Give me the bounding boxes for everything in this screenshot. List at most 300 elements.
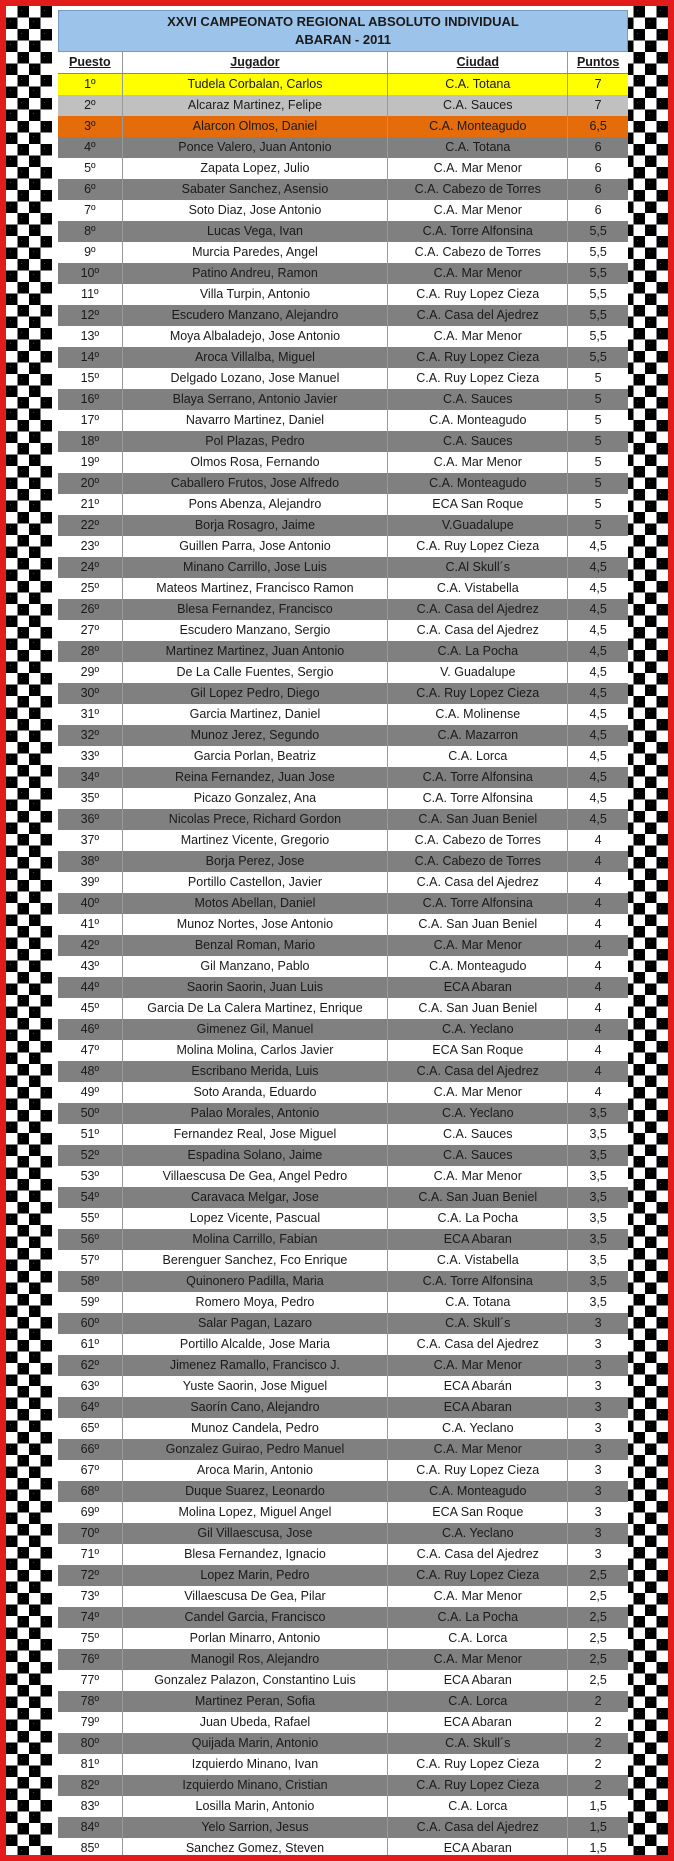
row-puesto: 14º <box>58 347 123 368</box>
row-jugador: Aroca Marin, Antonio <box>123 1460 389 1481</box>
row-puesto: 72º <box>58 1565 123 1586</box>
row-puesto: 13º <box>58 326 123 347</box>
row-jugador: Gonzalez Guirao, Pedro Manuel <box>123 1439 389 1460</box>
row-ciudad: C.A. Totana <box>388 137 568 158</box>
row-ciudad: C.A. Casa del Ajedrez <box>388 1334 568 1355</box>
row-jugador: Yelo Sarrion, Jesus <box>123 1817 389 1838</box>
table-row <box>58 74 628 95</box>
row-puntos: 3 <box>594 1547 602 1561</box>
row-jugador: Escudero Manzano, Sergio <box>123 620 389 641</box>
row-puntos: 4,5 <box>589 728 607 742</box>
row-ciudad: C.A. Yeclano <box>388 1523 568 1544</box>
row-puntos: 3,5 <box>589 1211 607 1225</box>
row-puesto: 79º <box>58 1712 123 1733</box>
table-row <box>58 746 628 767</box>
table-row <box>58 452 628 473</box>
row-jugador: Munoz Candela, Pedro <box>123 1418 389 1439</box>
row-puntos: 3,5 <box>589 1253 607 1267</box>
table-row <box>58 1145 628 1166</box>
row-puesto: 11º <box>58 284 123 305</box>
row-puntos: 7 <box>594 77 602 91</box>
row-puntos: 6 <box>594 140 602 154</box>
row-jugador: Berenguer Sanchez, Fco Enrique <box>123 1250 389 1271</box>
row-puntos: 5,5 <box>589 266 607 280</box>
checkered-border-right <box>622 6 668 1855</box>
row-puesto: 23º <box>58 536 123 557</box>
row-puntos: 3 <box>594 1316 602 1330</box>
table-row <box>58 599 628 620</box>
row-jugador: Portillo Alcalde, Jose Maria <box>123 1334 389 1355</box>
row-jugador: Garcia Martinez, Daniel <box>123 704 389 725</box>
row-ciudad: C.A. Sauces <box>388 1145 568 1166</box>
row-ciudad: C.A. Monteagudo <box>388 473 568 494</box>
row-jugador: Villaescusa De Gea, Angel Pedro <box>123 1166 389 1187</box>
table-row <box>58 221 628 242</box>
row-ciudad: C.A. Yeclano <box>388 1103 568 1124</box>
row-ciudad: C.A. Ruy Lopez Cieza <box>388 536 568 557</box>
row-jugador: Soto Aranda, Eduardo <box>123 1082 389 1103</box>
table-row <box>58 263 628 284</box>
row-ciudad: C.A. Mar Menor <box>388 1649 568 1670</box>
row-ciudad: C.A. Casa del Ajedrez <box>388 1544 568 1565</box>
row-puntos: 3,5 <box>589 1274 607 1288</box>
row-puesto: 64º <box>58 1397 123 1418</box>
row-puntos: 5,5 <box>589 287 607 301</box>
row-jugador: Nicolas Prece, Richard Gordon <box>123 809 389 830</box>
row-puesto: 6º <box>58 179 123 200</box>
row-ciudad: ECA Abaran <box>388 1229 568 1250</box>
row-puesto: 38º <box>58 851 123 872</box>
row-jugador: Escudero Manzano, Alejandro <box>123 305 389 326</box>
table-row <box>58 1628 628 1649</box>
row-ciudad: C.A. Skull´s <box>388 1733 568 1754</box>
row-puntos: 3,5 <box>589 1127 607 1141</box>
row-jugador: Moya Albaladejo, Jose Antonio <box>123 326 389 347</box>
row-jugador: Gil Villaescusa, Jose <box>123 1523 389 1544</box>
row-puntos: 3 <box>594 1442 602 1456</box>
row-ciudad: C.A. Ruy Lopez Cieza <box>388 1460 568 1481</box>
row-jugador: Portillo Castellon, Javier <box>123 872 389 893</box>
row-ciudad: C.A. Lorca <box>388 1796 568 1817</box>
table-row <box>58 116 628 137</box>
table-row <box>58 1649 628 1670</box>
row-ciudad: C.A. Mar Menor <box>388 200 568 221</box>
row-puntos: 3 <box>594 1463 602 1477</box>
table-row <box>58 872 628 893</box>
table-row <box>58 305 628 326</box>
row-jugador: Picazo Gonzalez, Ana <box>123 788 389 809</box>
row-puntos: 4,5 <box>589 623 607 637</box>
row-puesto: 60º <box>58 1313 123 1334</box>
row-jugador: Losilla Marin, Antonio <box>123 1796 389 1817</box>
row-puesto: 35º <box>58 788 123 809</box>
row-puntos: 4 <box>594 917 602 931</box>
row-puntos: 2,5 <box>589 1652 607 1666</box>
row-puntos: 2,5 <box>589 1631 607 1645</box>
row-ciudad: C.A. Mar Menor <box>388 1355 568 1376</box>
row-puesto: 57º <box>58 1250 123 1271</box>
row-puntos: 4 <box>594 938 602 952</box>
row-puntos: 3 <box>594 1484 602 1498</box>
table-row <box>58 1817 628 1838</box>
table-row <box>58 1376 628 1397</box>
row-ciudad: C.A. Ruy Lopez Cieza <box>388 683 568 704</box>
row-puesto: 74º <box>58 1607 123 1628</box>
row-ciudad: C.A. Casa del Ajedrez <box>388 872 568 893</box>
table-row <box>58 1838 628 1859</box>
table-row <box>58 536 628 557</box>
row-jugador: Fernandez Real, Jose Miguel <box>123 1124 389 1145</box>
table-row <box>58 1586 628 1607</box>
row-puntos: 2 <box>594 1778 602 1792</box>
row-puesto: 44º <box>58 977 123 998</box>
row-ciudad: C.A. Molinense <box>388 704 568 725</box>
row-jugador: Munoz Nortes, Jose Antonio <box>123 914 389 935</box>
table-row <box>58 368 628 389</box>
row-puntos: 4 <box>594 980 602 994</box>
row-ciudad: ECA Abaran <box>388 1838 568 1859</box>
row-puntos: 5 <box>594 371 602 385</box>
row-jugador: De La Calle Fuentes, Sergio <box>123 662 389 683</box>
row-jugador: Martinez Martinez, Juan Antonio <box>123 641 389 662</box>
row-puntos: 5,5 <box>589 350 607 364</box>
row-puntos: 3 <box>594 1421 602 1435</box>
row-puesto: 37º <box>58 830 123 851</box>
row-puesto: 4º <box>58 137 123 158</box>
table-row <box>58 326 628 347</box>
row-puntos: 4,5 <box>589 686 607 700</box>
row-ciudad: ECA Abaran <box>388 1670 568 1691</box>
table-row <box>58 1082 628 1103</box>
row-jugador: Saorin Saorin, Juan Luis <box>123 977 389 998</box>
row-jugador: Juan Ubeda, Rafael <box>123 1712 389 1733</box>
table-row <box>58 893 628 914</box>
row-puntos: 4 <box>594 1085 602 1099</box>
row-puntos: 3 <box>594 1505 602 1519</box>
row-ciudad: C.A. Mar Menor <box>388 452 568 473</box>
row-jugador: Molina Carrillo, Fabian <box>123 1229 389 1250</box>
table-row <box>58 851 628 872</box>
row-puntos: 4,5 <box>589 539 607 553</box>
row-ciudad: C.A. Cabezo de Torres <box>388 242 568 263</box>
row-ciudad: C.A. Mazarron <box>388 725 568 746</box>
row-jugador: Candel Garcia, Francisco <box>123 1607 389 1628</box>
row-ciudad: ECA Abarán <box>388 1376 568 1397</box>
table-row <box>58 1565 628 1586</box>
row-jugador: Espadina Solano, Jaime <box>123 1145 389 1166</box>
row-jugador: Salar Pagan, Lazaro <box>123 1313 389 1334</box>
table-row <box>58 1208 628 1229</box>
header-jugador: Jugador <box>123 52 389 73</box>
row-puntos: 3,5 <box>589 1169 607 1183</box>
row-ciudad: C.A. Casa del Ajedrez <box>388 1817 568 1838</box>
row-puntos: 2,5 <box>589 1589 607 1603</box>
table-row <box>58 683 628 704</box>
table-row <box>58 95 628 116</box>
row-jugador: Lucas Vega, Ivan <box>123 221 389 242</box>
row-jugador: Saorín Cano, Alejandro <box>123 1397 389 1418</box>
row-jugador: Garcia Porlan, Beatriz <box>123 746 389 767</box>
row-ciudad: C.Al Skull´s <box>388 557 568 578</box>
table-row <box>58 1334 628 1355</box>
row-ciudad: C.A. Ruy Lopez Cieza <box>388 1754 568 1775</box>
row-puesto: 62º <box>58 1355 123 1376</box>
row-puesto: 19º <box>58 452 123 473</box>
row-puntos: 2,5 <box>589 1568 607 1582</box>
row-puntos: 6 <box>594 182 602 196</box>
table-row <box>58 1250 628 1271</box>
row-jugador: Sabater Sanchez, Asensio <box>123 179 389 200</box>
row-ciudad: C.A. San Juan Beniel <box>388 1187 568 1208</box>
table-row <box>58 1544 628 1565</box>
row-puntos: 4,5 <box>589 665 607 679</box>
row-puesto: 67º <box>58 1460 123 1481</box>
row-puesto: 81º <box>58 1754 123 1775</box>
row-puntos: 4 <box>594 833 602 847</box>
row-ciudad: C.A. La Pocha <box>388 1607 568 1628</box>
row-ciudad: C.A. Mar Menor <box>388 1439 568 1460</box>
row-puesto: 52º <box>58 1145 123 1166</box>
row-puesto: 58º <box>58 1271 123 1292</box>
row-puntos: 5 <box>594 476 602 490</box>
row-jugador: Molina Molina, Carlos Javier <box>123 1040 389 1061</box>
row-puesto: 73º <box>58 1586 123 1607</box>
row-puesto: 34º <box>58 767 123 788</box>
row-puesto: 29º <box>58 662 123 683</box>
row-ciudad: C.A. Torre Alfonsina <box>388 788 568 809</box>
table-row <box>58 1775 628 1796</box>
row-ciudad: ECA Abaran <box>388 1397 568 1418</box>
row-jugador: Villaescusa De Gea, Pilar <box>123 1586 389 1607</box>
row-jugador: Reina Fernandez, Juan Jose <box>123 767 389 788</box>
table-row <box>58 557 628 578</box>
row-puntos: 5 <box>594 455 602 469</box>
row-ciudad: C.A. Totana <box>388 74 568 95</box>
row-jugador: Yuste Saorin, Jose Miguel <box>123 1376 389 1397</box>
table-row <box>58 1754 628 1775</box>
row-puesto: 84º <box>58 1817 123 1838</box>
row-jugador: Mateos Martinez, Francisco Ramon <box>123 578 389 599</box>
row-puesto: 39º <box>58 872 123 893</box>
row-jugador: Blesa Fernandez, Ignacio <box>123 1544 389 1565</box>
row-jugador: Gonzalez Palazon, Constantino Luis <box>123 1670 389 1691</box>
row-puntos: 4,5 <box>589 707 607 721</box>
table-row <box>58 977 628 998</box>
row-ciudad: C.A. Vistabella <box>388 1250 568 1271</box>
table-row <box>58 767 628 788</box>
row-puesto: 8º <box>58 221 123 242</box>
row-puntos: 1,5 <box>589 1841 607 1855</box>
table-row <box>58 431 628 452</box>
row-puesto: 42º <box>58 935 123 956</box>
row-puntos: 3,5 <box>589 1190 607 1204</box>
row-jugador: Pons Abenza, Alejandro <box>123 494 389 515</box>
row-puesto: 28º <box>58 641 123 662</box>
table-header <box>58 52 628 74</box>
row-puesto: 16º <box>58 389 123 410</box>
table-row <box>58 1187 628 1208</box>
row-jugador: Murcia Paredes, Angel <box>123 242 389 263</box>
row-puesto: 54º <box>58 1187 123 1208</box>
row-ciudad: V.Guadalupe <box>388 515 568 536</box>
row-ciudad: C.A. Lorca <box>388 1691 568 1712</box>
header-puntos: Puntos <box>576 55 620 69</box>
table-row <box>58 200 628 221</box>
table-row <box>58 1019 628 1040</box>
row-puesto: 30º <box>58 683 123 704</box>
row-puntos: 3,5 <box>589 1148 607 1162</box>
row-puntos: 3 <box>594 1526 602 1540</box>
row-jugador: Quinonero Padilla, Maria <box>123 1271 389 1292</box>
row-puesto: 63º <box>58 1376 123 1397</box>
row-ciudad: C.A. Cabezo de Torres <box>388 851 568 872</box>
table-row <box>58 1418 628 1439</box>
table-row <box>58 1061 628 1082</box>
row-puntos: 4 <box>594 854 602 868</box>
table-row <box>58 1040 628 1061</box>
row-puesto: 82º <box>58 1775 123 1796</box>
row-puesto: 49º <box>58 1082 123 1103</box>
row-puesto: 55º <box>58 1208 123 1229</box>
table-row <box>58 1670 628 1691</box>
row-jugador: Gimenez Gil, Manuel <box>123 1019 389 1040</box>
table-row <box>58 1103 628 1124</box>
row-ciudad: C.A. Ruy Lopez Cieza <box>388 284 568 305</box>
row-puesto: 48º <box>58 1061 123 1082</box>
row-ciudad: C.A. Torre Alfonsina <box>388 1271 568 1292</box>
row-ciudad: C.A. Lorca <box>388 1628 568 1649</box>
row-puesto: 17º <box>58 410 123 431</box>
row-jugador: Lopez Marin, Pedro <box>123 1565 389 1586</box>
table-row <box>58 1292 628 1313</box>
row-jugador: Patino Andreu, Ramon <box>123 263 389 284</box>
row-puntos: 5 <box>594 413 602 427</box>
row-puntos: 5 <box>594 518 602 532</box>
row-ciudad: C.A. Torre Alfonsina <box>388 767 568 788</box>
row-ciudad: C.A. Mar Menor <box>388 1166 568 1187</box>
row-ciudad: ECA Abaran <box>388 977 568 998</box>
table-row <box>58 1607 628 1628</box>
row-ciudad: ECA San Roque <box>388 1502 568 1523</box>
table-row <box>58 473 628 494</box>
row-puntos: 5,5 <box>589 245 607 259</box>
row-puntos: 4 <box>594 875 602 889</box>
row-ciudad: C.A. Mar Menor <box>388 935 568 956</box>
row-ciudad: C.A. Ruy Lopez Cieza <box>388 1775 568 1796</box>
row-puesto: 76º <box>58 1649 123 1670</box>
row-puntos: 4,5 <box>589 749 607 763</box>
table-row <box>58 1796 628 1817</box>
row-puntos: 4 <box>594 1064 602 1078</box>
row-ciudad: C.A. Cabezo de Torres <box>388 179 568 200</box>
row-ciudad: C.A. Casa del Ajedrez <box>388 599 568 620</box>
table-title <box>58 10 628 52</box>
row-puesto: 69º <box>58 1502 123 1523</box>
row-puntos: 3,5 <box>589 1106 607 1120</box>
row-ciudad: C.A. Ruy Lopez Cieza <box>388 1565 568 1586</box>
row-jugador: Soto Diaz, Jose Antonio <box>123 200 389 221</box>
row-ciudad: C.A. Monteagudo <box>388 956 568 977</box>
row-jugador: Porlan Minarro, Antonio <box>123 1628 389 1649</box>
row-puesto: 53º <box>58 1166 123 1187</box>
row-jugador: Manogil Ros, Alejandro <box>123 1649 389 1670</box>
row-puesto: 51º <box>58 1124 123 1145</box>
row-puesto: 3º <box>58 116 123 137</box>
table-row <box>58 1229 628 1250</box>
row-jugador: Gil Manzano, Pablo <box>123 956 389 977</box>
row-ciudad: C.A. Lorca <box>388 746 568 767</box>
row-puntos: 4 <box>594 1001 602 1015</box>
row-puesto: 22º <box>58 515 123 536</box>
row-ciudad: C.A. Cabezo de Torres <box>388 830 568 851</box>
row-ciudad: C.A. Vistabella <box>388 578 568 599</box>
row-ciudad: C.A. Torre Alfonsina <box>388 221 568 242</box>
row-puntos: 1,5 <box>589 1799 607 1813</box>
row-ciudad: C.A. Sauces <box>388 431 568 452</box>
row-ciudad: C.A. La Pocha <box>388 641 568 662</box>
row-jugador: Borja Rosagro, Jaime <box>123 515 389 536</box>
table-row <box>58 641 628 662</box>
row-puntos: 4,5 <box>589 644 607 658</box>
row-puntos: 2,5 <box>589 1610 607 1624</box>
row-jugador: Minano Carrillo, Jose Luis <box>123 557 389 578</box>
table-body <box>58 74 628 1859</box>
row-jugador: Martinez Vicente, Gregorio <box>123 830 389 851</box>
table-row <box>58 998 628 1019</box>
row-puesto: 78º <box>58 1691 123 1712</box>
row-puesto: 12º <box>58 305 123 326</box>
row-ciudad: C.A. Sauces <box>388 1124 568 1145</box>
row-ciudad: C.A. Monteagudo <box>388 410 568 431</box>
row-jugador: Caballero Frutos, Jose Alfredo <box>123 473 389 494</box>
row-jugador: Tudela Corbalan, Carlos <box>123 74 389 95</box>
row-ciudad: C.A. Monteagudo <box>388 116 568 137</box>
row-puntos: 5,5 <box>589 308 607 322</box>
row-puesto: 21º <box>58 494 123 515</box>
row-puesto: 5º <box>58 158 123 179</box>
row-puesto: 1º <box>58 74 123 95</box>
row-jugador: Escribano Merida, Luis <box>123 1061 389 1082</box>
row-puesto: 40º <box>58 893 123 914</box>
row-ciudad: C.A. Ruy Lopez Cieza <box>388 347 568 368</box>
row-puesto: 46º <box>58 1019 123 1040</box>
row-jugador: Caravaca Melgar, Jose <box>123 1187 389 1208</box>
row-puntos: 2 <box>594 1757 602 1771</box>
row-puesto: 66º <box>58 1439 123 1460</box>
row-ciudad: C.A. San Juan Beniel <box>388 914 568 935</box>
table-row <box>58 158 628 179</box>
row-ciudad: C.A. Skull´s <box>388 1313 568 1334</box>
table-row <box>58 662 628 683</box>
row-puesto: 27º <box>58 620 123 641</box>
row-ciudad: ECA San Roque <box>388 1040 568 1061</box>
row-puntos: 4,5 <box>589 602 607 616</box>
table-row <box>58 242 628 263</box>
row-ciudad: C.A. La Pocha <box>388 1208 568 1229</box>
row-puesto: 77º <box>58 1670 123 1691</box>
row-puntos: 4,5 <box>589 581 607 595</box>
row-ciudad: C.A. Casa del Ajedrez <box>388 305 568 326</box>
table-row <box>58 1523 628 1544</box>
table-row <box>58 389 628 410</box>
row-puntos: 4 <box>594 1022 602 1036</box>
row-jugador: Alarcon Olmos, Daniel <box>123 116 389 137</box>
table-row <box>58 179 628 200</box>
row-jugador: Delgado Lozano, Jose Manuel <box>123 368 389 389</box>
row-puntos: 3 <box>594 1337 602 1351</box>
row-puntos: 5 <box>594 434 602 448</box>
title-line-1: XXVI CAMPEONATO REGIONAL ABSOLUTO INDIVIDUAL <box>167 14 519 29</box>
